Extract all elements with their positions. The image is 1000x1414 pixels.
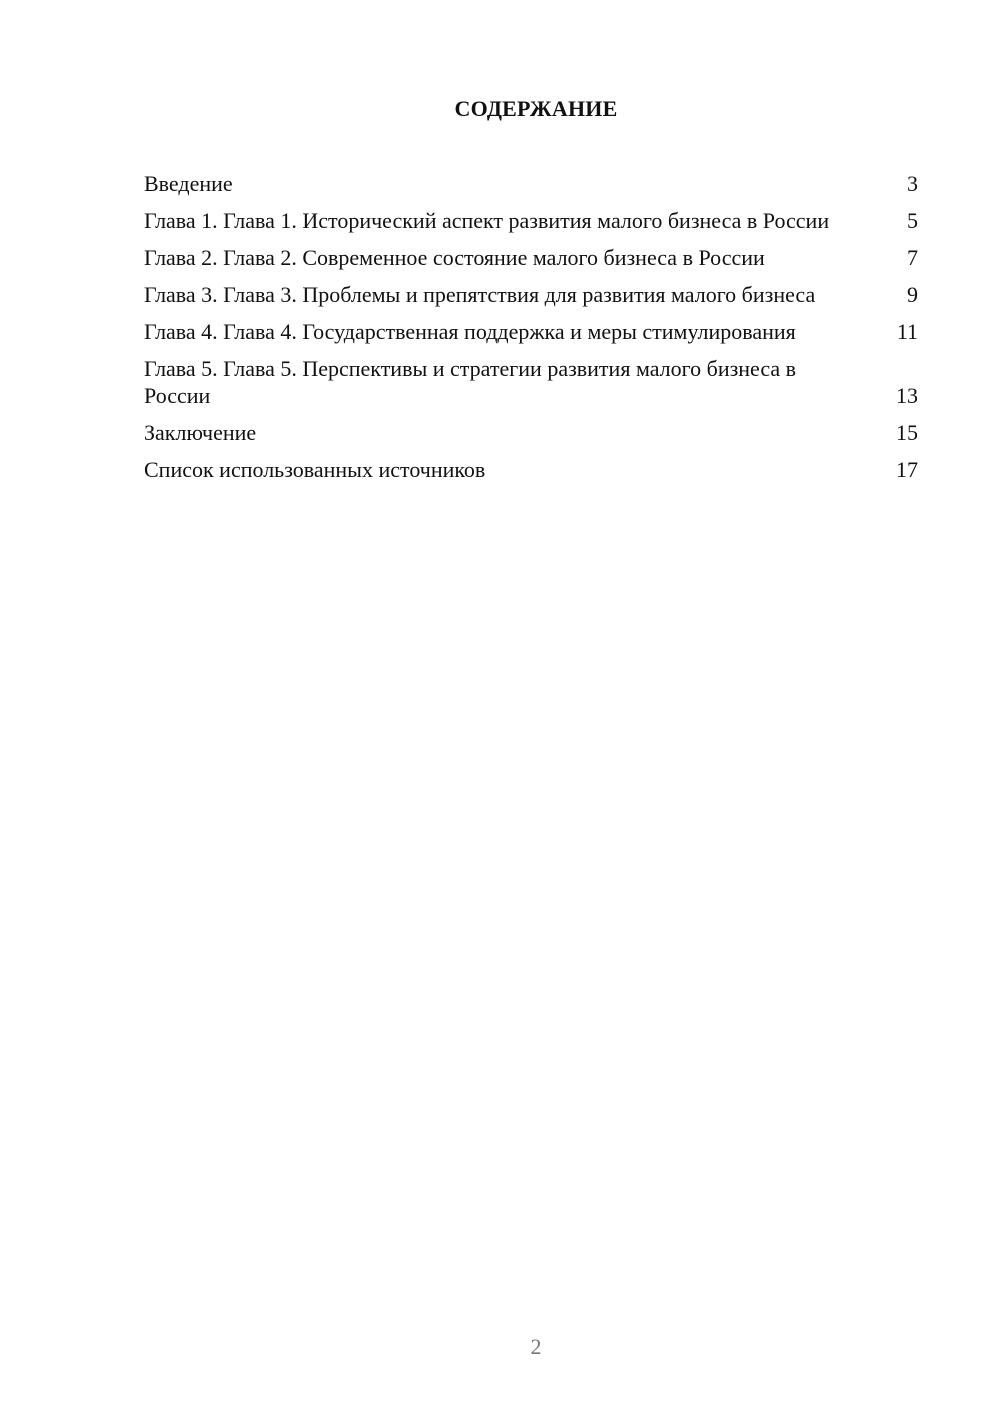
toc-entry-text: Введение xyxy=(144,171,233,196)
toc-entry-text: Глава 1. Глава 1. Исторический аспект развития малого бизнеса в России xyxy=(144,208,830,233)
toc-entry-conclusion xyxy=(144,419,918,446)
toc-entry-page: 13 xyxy=(896,383,918,408)
toc-entry-chapter-2 xyxy=(144,244,918,271)
toc-entry-chapter-3 xyxy=(144,281,918,308)
toc-title: СОДЕРЖАНИЕ xyxy=(454,96,618,121)
toc-entry-text: Глава 5. Глава 5. Перспективы и стратегии развития малого бизнеса в России xyxy=(144,356,797,408)
toc-entry-chapter-4 xyxy=(144,318,918,345)
toc-entry-chapter-1 xyxy=(144,207,918,234)
toc-entry-text: Глава 2. Глава 2. Современное состояние малого бизнеса в России xyxy=(144,245,765,270)
toc-entry-page: 5 xyxy=(907,208,918,233)
toc-entry-page: 3 xyxy=(907,171,918,196)
toc-entry-page: 11 xyxy=(896,319,918,344)
toc-entry-text: Заключение xyxy=(144,420,257,445)
toc-entry-text: Список использованных источников xyxy=(144,457,486,482)
toc-entry-page: 7 xyxy=(907,245,918,270)
toc-entry-page: 17 xyxy=(896,457,918,482)
page-number: 2 xyxy=(530,1334,542,1359)
toc-entry-page: 15 xyxy=(896,420,918,445)
toc-entry-page: 9 xyxy=(907,282,918,307)
toc-entry-references xyxy=(144,456,918,483)
toc-list xyxy=(144,170,918,493)
toc-entry-text: Глава 3. Глава 3. Проблемы и препятствия для развития малого бизнеса xyxy=(144,282,816,307)
toc-entry-text: Глава 4. Глава 4. Государственная поддержка и меры стимулирования xyxy=(144,319,796,344)
toc-entry-introduction xyxy=(144,170,918,197)
toc-entry-chapter-5 xyxy=(144,355,918,409)
